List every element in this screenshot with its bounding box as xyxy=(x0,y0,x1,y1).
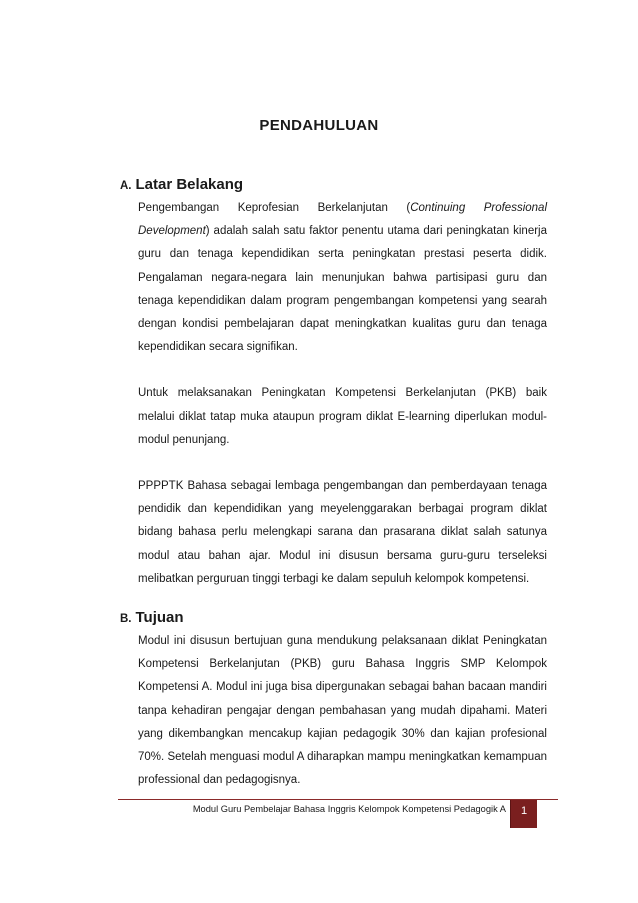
page-number: 1 xyxy=(520,805,528,817)
paragraph-italic-term: Continuing Professional Development xyxy=(138,202,547,238)
section-letter: B. xyxy=(120,613,132,625)
section-title: Latar Belakang xyxy=(135,176,244,193)
page-number-badge xyxy=(510,800,537,828)
section-title: Tujuan xyxy=(135,609,184,626)
paragraph: Modul ini disusun bertujuan guna mendukung pelaksanaan diklat Peningkatan Kompetensi Berkelanjutan (PKB) guru Bahasa Inggris SMP Kelompok Kompetensi A. Modul ini juga bisa dipergunakan sebagai bahan bacaan mandiri tanpa kehadiran pengajar dengan pembahasan yang mudah dipahami. Materi yang dikembangkan mencakup kajian pedagogik 30% dan kajian profesional 70%. Setelah menguasi modul A diharapkan mampu meningkatkan kemampuan professional dan pedagogisnya. xyxy=(138,635,547,787)
section-heading xyxy=(120,609,184,627)
paragraph-text: ) adalah salah satu faktor penentu utama dari peningkatan kinerja guru dan tenaga kependidikan serta peningkatan prestasi peserta didik. Pengalaman negara-negara lain menunjukan bahwa partisipasi guru dan tenaga kependidikan dalam program pengembangan kompetensi yang searah dengan kondisi pembelajaran dapat meningkatkan kualitas guru dan tenaga kependidikan secara signifikan. xyxy=(138,225,547,354)
section-body xyxy=(138,197,547,591)
section-body xyxy=(138,630,547,792)
paragraph: PPPPTK Bahasa sebagai lembaga pengembangan dan pemberdayaan tenaga pendidik dan kependidikan yang meyelenggarakan berbagai program diklat bidang bahasa perlu melengkapi sarana dan prasarana diklat salah satunya modul atau bahan ajar. Modul ini disusun bersama guru-guru terseleksi melibatkan perguruan tinggi terbagi ke dalam sepuluh kelompok kompetensi. xyxy=(138,480,547,585)
footer-divider xyxy=(118,799,558,800)
paragraph-text: Pengembangan Keprofesian Berkelanjutan ( xyxy=(138,202,411,214)
paragraph xyxy=(138,197,547,359)
footer-caption: Modul Guru Pembelajar Bahasa Inggris Kelompok Kompetensi Pedagogik A xyxy=(192,804,506,814)
section-letter: A. xyxy=(120,180,132,192)
page-title: PENDAHULUAN xyxy=(259,117,379,134)
section-heading xyxy=(120,176,243,194)
paragraph: Untuk melaksanakan Peningkatan Kompetensi Berkelanjutan (PKB) baik melalui diklat tatap muka ataupun program diklat E-learning diperlukan modul-modul penunjang. xyxy=(138,387,547,446)
